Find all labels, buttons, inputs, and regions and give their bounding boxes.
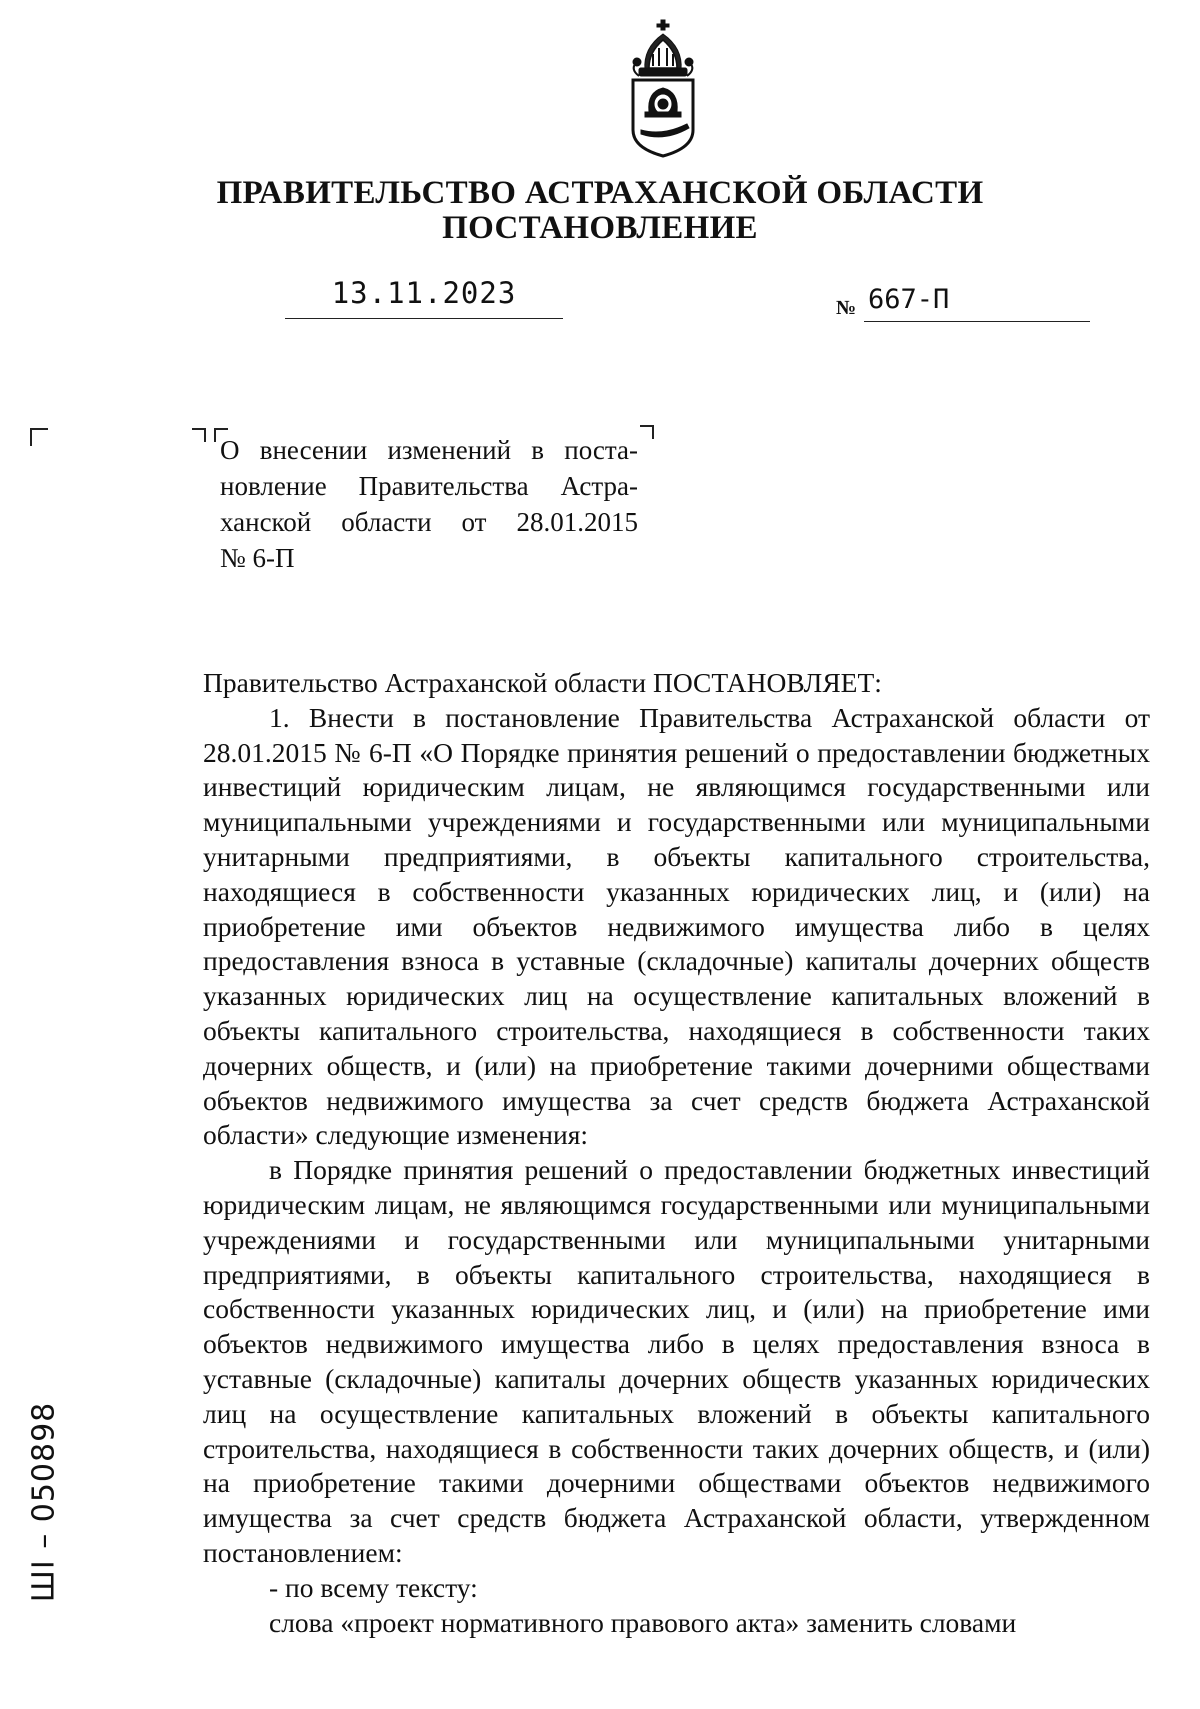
- date-underline: [285, 318, 563, 319]
- paragraph-2: в Порядке принятия решений о предоставлении бюджетных инвестиций юридическим лицам, не являющимся государственными или муниципальными учреждениями и государственными или муниципальными унитарными предприятиями, в объекты капитального строительства, находящиеся в собственности указанных юридических лиц, и (или) на приобретение ими объектов недвижимого имущества либо в целях предоставления взноса в уставные (складочные) капиталы дочерних обществ указанных юридических лиц на осуществление капитальных вложений в объекты капитального строительства, находящиеся в собственности таких дочерних обществ, и (или) на приобретение такими дочерними обществами объектов недвижимого имущества за счет средств бюджета Астраханской области, утвержденном постановлением:: [203, 1154, 1150, 1568]
- document-body: [203, 666, 1150, 1640]
- serial-number: ШI – 050898: [26, 1401, 62, 1603]
- corner-mark-subject-3: [640, 425, 654, 439]
- resolution-intro: Правительство Астраханской области ПОСТАНОВЛЯЕТ:: [203, 667, 882, 698]
- subject-line: О внесении изменений в поста-: [220, 435, 638, 465]
- document-type-title: ПОСТАНОВЛЕНИЕ: [442, 210, 758, 246]
- subject-line: № 6-П: [220, 543, 295, 573]
- paragraph-3: - по всему тексту:: [269, 1571, 478, 1603]
- paragraph-4: слова «проект нормативного правового акта» заменить словами: [269, 1606, 1017, 1638]
- paragraph-1: 1. Внести в постановление Правительства Астраханской области от 28.01.2015 № 6-П «О Порядке принятия решений о предоставлении бюджетных инвестиций юридическим лицам, не являющимся государственными или муниципальными учреждениями и государственными или муниципальными унитарными предприятиями, в объекты капитального строительства, находящиеся в собственности указанных юридических лиц, и (или) на приобретение ими объектов недвижимого имущества либо в целях предоставления взноса в уставные (складочные) капиталы дочерних обществ указанных юридических лиц на осуществление капитальных вложений в объекты капитального строительства, находящиеся в собственности таких дочерних обществ, и (или) на приобретение такими дочерними обществами объектов недвижимого имущества за счет средств бюджета Астраханской области» следующие изменения:: [203, 701, 1150, 1151]
- number-sign: №: [836, 297, 857, 319]
- serial-stamp: [14, 1372, 74, 1632]
- corner-mark-subject-1: [192, 428, 206, 442]
- subject-line: ханской области от 28.01.2015: [220, 507, 638, 537]
- coat-of-arms-emblem: [625, 18, 701, 158]
- number-underline: [864, 321, 1090, 322]
- subject-block: [220, 432, 638, 576]
- document-number: 667-П: [868, 284, 950, 315]
- subject-line: новление Правительства Астра-: [220, 471, 638, 501]
- government-title: ПРАВИТЕЛЬСТВО АСТРАХАНСКОЙ ОБЛАСТИ: [216, 175, 984, 211]
- document-date: 13.11.2023: [331, 276, 517, 310]
- corner-mark-left: [30, 428, 48, 446]
